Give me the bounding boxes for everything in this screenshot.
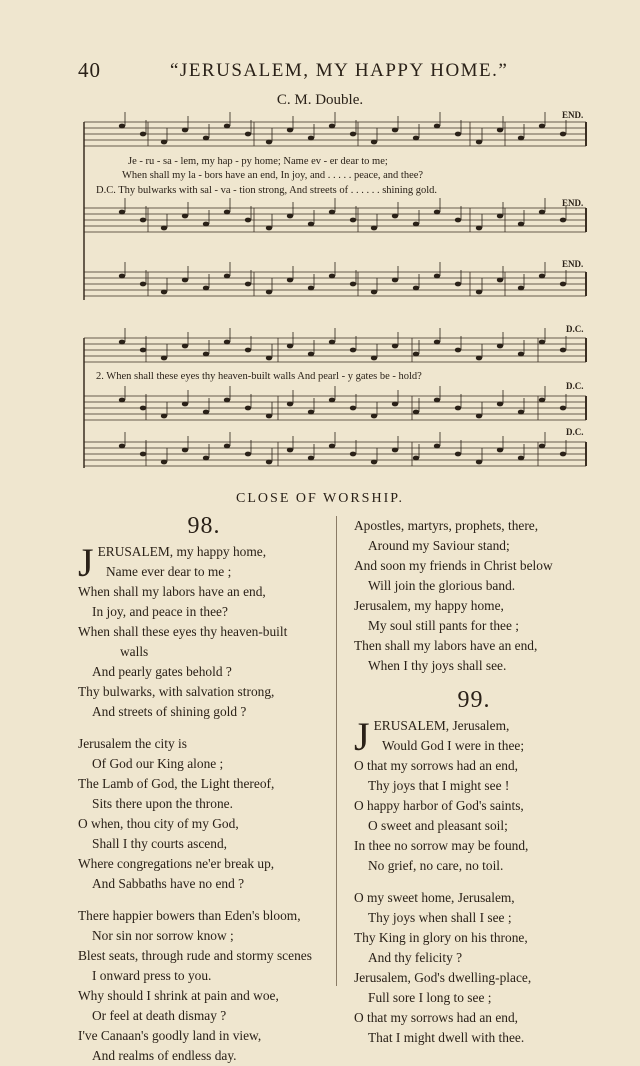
verse-line: walls — [120, 644, 149, 659]
bass-1-note — [224, 274, 230, 279]
alto-1-note — [539, 210, 545, 215]
alto-2-note — [434, 398, 440, 403]
verse-line-text: ERUSALEM, my happy home, — [97, 544, 267, 559]
treble-2-note — [182, 344, 188, 349]
stanza — [354, 716, 594, 876]
treble-2-note — [329, 340, 335, 345]
bass-1-note — [455, 282, 461, 287]
alto-2-note — [161, 414, 167, 419]
bass-2-note — [455, 452, 461, 457]
treble-2-note — [476, 356, 482, 361]
verse-line: Full sore I long to see ; — [368, 990, 492, 1005]
verse-line: The Lamb of God, the Light thereof, — [78, 776, 275, 791]
alto-2-note — [497, 402, 503, 407]
drop-cap: J — [354, 714, 370, 759]
treble-2-note — [140, 348, 146, 353]
treble-1-note — [140, 132, 146, 137]
verse-line: I onward press to you. — [92, 968, 212, 983]
treble-2-note — [203, 352, 209, 357]
treble-1-note — [518, 136, 524, 141]
treble-1-note — [119, 124, 125, 129]
alto-2-note — [119, 398, 125, 403]
alto-1-note — [266, 226, 272, 231]
treble-2-note — [245, 348, 251, 353]
verse-line: O that my sorrows had an end, — [354, 1010, 519, 1025]
bass-2-note — [560, 452, 566, 457]
treble-2-note — [287, 344, 293, 349]
bass-1-note — [371, 290, 377, 295]
bass-2-note — [119, 444, 125, 449]
drop-cap: J — [78, 540, 94, 585]
bass-1-note — [119, 274, 125, 279]
treble-1-note — [413, 136, 419, 141]
bass-2-note — [518, 456, 524, 461]
bass-1-note — [161, 290, 167, 295]
verse-line: There happier bowers than Eden's bloom, — [78, 908, 301, 923]
verse-line: Blest seats, through rude and stormy scenes — [78, 948, 312, 963]
bass-2-note — [434, 444, 440, 449]
alto-2-note — [140, 406, 146, 411]
verse-line: Sits there upon the throne. — [92, 796, 233, 811]
alto-1-note — [203, 222, 209, 227]
bass-2-note — [203, 456, 209, 461]
alto-1-note — [308, 222, 314, 227]
bass-1-note — [518, 286, 524, 291]
lyric-line-3: D.C. Thy bulwarks with sal - va - tion strong, And streets of . . . . . . shining gold. — [96, 185, 438, 196]
alto-1-note — [560, 218, 566, 223]
verse-line: Jerusalem, my happy home, — [354, 598, 504, 613]
treble-2-note — [371, 356, 377, 361]
verse-line: O that my sorrows had an end, — [354, 758, 519, 773]
running-title: “JERUSALEM, MY HAPPY HOME.” — [170, 60, 509, 81]
alto-1-note — [182, 214, 188, 219]
alto-2-note — [350, 406, 356, 411]
bass-1-note — [350, 282, 356, 287]
end-mark-treble: END. — [562, 110, 584, 120]
treble-1-note — [308, 136, 314, 141]
treble-2-note — [560, 348, 566, 353]
alto-1-note — [455, 218, 461, 223]
verse-line: Thy joys that I might see ! — [368, 778, 510, 793]
treble-1-note — [329, 124, 335, 129]
verse-line: My soul still pants for thee ; — [368, 618, 520, 633]
alto-2-note — [455, 406, 461, 411]
bass-1-note — [476, 290, 482, 295]
treble-1-note — [497, 128, 503, 133]
alto-1-note — [224, 210, 230, 215]
alto-1-note — [371, 226, 377, 231]
bass-1-note — [287, 278, 293, 283]
alto-2-note — [476, 414, 482, 419]
dc-mark-bass: D.C. — [566, 427, 584, 437]
verse-line: Will join the glorious band. — [368, 578, 516, 593]
alto-2-note — [203, 410, 209, 415]
bass-1-note — [539, 274, 545, 279]
verse-line: And Sabbaths have no end ? — [92, 876, 245, 891]
treble-1-note — [392, 128, 398, 133]
treble-1-note — [245, 132, 251, 137]
bass-2-note — [140, 452, 146, 457]
verse-line: O sweet and pleasant soil; — [368, 818, 508, 833]
bass-2-note — [182, 448, 188, 453]
lyric-line-1: Je - ru - sa - lem, my hap - py home; Name ev - er dear to me; — [128, 156, 388, 167]
stanza — [78, 734, 330, 894]
end-mark-alto: END. — [562, 198, 584, 208]
bass-2-note — [539, 444, 545, 449]
lyric-line-2: When shall my la - bors have an end, In joy, and . . . . . peace, and thee? — [122, 170, 424, 181]
end-mark-bass: END. — [562, 259, 584, 269]
alto-1-note — [161, 226, 167, 231]
verse-line: Where congregations ne'er break up, — [78, 856, 275, 871]
verse-line: Name ever dear to me ; — [106, 564, 232, 579]
alto-1-note — [350, 218, 356, 223]
bass-1-note — [140, 282, 146, 287]
alto-2-note — [308, 410, 314, 415]
verse-line: And pearly gates behold ? — [92, 664, 232, 679]
verse-line: Jerusalem, God's dwelling-place, — [354, 970, 532, 985]
stanza — [354, 888, 594, 1048]
verse-line: O happy harbor of God's saints, — [354, 798, 524, 813]
verse-line: Around my Saviour stand; — [368, 538, 510, 553]
verse-line: And soon my friends in Christ below — [354, 558, 553, 573]
dc-mark-alto: D.C. — [566, 381, 584, 391]
left-column — [78, 513, 330, 1066]
alto-1-note — [518, 222, 524, 227]
alto-1-note — [434, 210, 440, 215]
verse-line: Nor sin nor sorrow know ; — [92, 928, 234, 943]
alto-2-note — [371, 414, 377, 419]
treble-1-note — [287, 128, 293, 133]
verse-line: Thy joys when shall I see ; — [368, 910, 512, 925]
dc-mark-treble: D.C. — [566, 324, 584, 334]
verse-line: And realms of endless day. — [92, 1048, 237, 1063]
alto-2-note — [266, 414, 272, 419]
stanza — [354, 516, 594, 676]
alto-2-note — [539, 398, 545, 403]
verse-line: When shall these eyes thy heaven-built — [78, 624, 288, 639]
section-title: CLOSE OF WORSHIP. — [236, 491, 404, 506]
alto-2-note — [413, 410, 419, 415]
bass-2-note — [224, 444, 230, 449]
bass-2-note — [476, 460, 482, 465]
treble-1-note — [350, 132, 356, 137]
treble-1-note — [434, 124, 440, 129]
bass-2-note — [413, 456, 419, 461]
verse-line: Jerusalem the city is — [78, 736, 187, 751]
treble-2-note — [539, 340, 545, 345]
alto-1-note — [392, 214, 398, 219]
verse-line: Shall I thy courts ascend, — [92, 836, 227, 851]
verse-line: And thy felicity ? — [368, 950, 463, 965]
treble-1-note — [476, 140, 482, 145]
bass-2-note — [350, 452, 356, 457]
verse-line: Would God I were in thee; — [382, 738, 525, 753]
alto-1-note — [245, 218, 251, 223]
alto-2-note — [518, 410, 524, 415]
alto-1-note — [476, 226, 482, 231]
lyric-line-verse-2: 2. When shall these eyes thy heaven-built walls And pearl - y gates be - hold? — [96, 371, 422, 382]
treble-2-note — [455, 348, 461, 353]
bass-1-note — [434, 274, 440, 279]
treble-2-note — [413, 352, 419, 357]
stanza — [78, 906, 330, 1066]
hymn-number-99: 99. — [457, 687, 491, 713]
tune-meter: C. M. Double. — [276, 92, 364, 108]
treble-1-note — [539, 124, 545, 129]
treble-2-note — [350, 348, 356, 353]
bass-1-note — [308, 286, 314, 291]
bass-2-note — [161, 460, 167, 465]
treble-1-note — [203, 136, 209, 141]
bass-2-note — [308, 456, 314, 461]
page-number: 40 — [78, 58, 101, 82]
alto-1-note — [140, 218, 146, 223]
verse-line: Then shall my labors have an end, — [354, 638, 538, 653]
alto-1-note — [119, 210, 125, 215]
alto-1-note — [413, 222, 419, 227]
bass-2-note — [392, 448, 398, 453]
bass-1-note — [203, 286, 209, 291]
bass-1-note — [413, 286, 419, 291]
column-divider — [336, 516, 337, 986]
treble-1-note — [266, 140, 272, 145]
bass-1-note — [392, 278, 398, 283]
verse-line: When shall my labors have an end, — [78, 584, 266, 599]
alto-1-note — [329, 210, 335, 215]
treble-2-note — [161, 356, 167, 361]
treble-2-note — [518, 352, 524, 357]
verse-line: When I thy joys shall see. — [368, 658, 507, 673]
verse-line: Why should I shrink at pain and woe, — [78, 988, 279, 1003]
treble-2-note — [308, 352, 314, 357]
stanza-gap — [78, 894, 330, 906]
alto-2-note — [329, 398, 335, 403]
treble-2-note — [497, 344, 503, 349]
right-column — [354, 516, 594, 1048]
bass-2-note — [329, 444, 335, 449]
treble-1-note — [182, 128, 188, 133]
stanza-gap — [78, 722, 330, 734]
verse-line: I've Canaan's goodly land in view, — [78, 1028, 262, 1043]
verse-line: O when, thou city of my God, — [78, 816, 239, 831]
treble-1-note — [371, 140, 377, 145]
treble-1-note — [455, 132, 461, 137]
bass-1-note — [266, 290, 272, 295]
bass-2-note — [371, 460, 377, 465]
bass-1-note — [245, 282, 251, 287]
alto-2-note — [560, 406, 566, 411]
verse-line: No grief, no care, no toil. — [368, 858, 504, 873]
verse-line: That I might dwell with thee. — [368, 1030, 525, 1045]
treble-2-note — [266, 356, 272, 361]
stanza-gap — [354, 876, 594, 888]
hymn-number-98: 98. — [187, 513, 221, 539]
verse-line: And streets of shining gold ? — [92, 704, 247, 719]
treble-1-note — [560, 132, 566, 137]
verse-line: In thee no sorrow may be found, — [354, 838, 529, 853]
verse-line: In joy, and peace in thee? — [92, 604, 228, 619]
treble-1-note — [224, 124, 230, 129]
alto-1-note — [287, 214, 293, 219]
alto-2-note — [224, 398, 230, 403]
verse-line-text: ERUSALEM, Jerusalem, — [373, 718, 510, 733]
bass-2-note — [497, 448, 503, 453]
bass-1-note — [560, 282, 566, 287]
verse-line: O my sweet home, Jerusalem, — [354, 890, 515, 905]
alto-2-note — [287, 402, 293, 407]
music-score — [0, 0, 640, 480]
verse-line: Thy bulwarks, with salvation strong, — [78, 684, 275, 699]
treble-1-note — [161, 140, 167, 145]
bass-2-note — [245, 452, 251, 457]
bass-1-note — [497, 278, 503, 283]
bass-2-note — [287, 448, 293, 453]
treble-2-note — [119, 340, 125, 345]
alto-2-note — [245, 406, 251, 411]
alto-2-note — [182, 402, 188, 407]
bass-1-note — [182, 278, 188, 283]
treble-2-note — [224, 340, 230, 345]
verse-line: Thy King in glory on his throne, — [354, 930, 528, 945]
alto-2-note — [392, 402, 398, 407]
bass-1-note — [329, 274, 335, 279]
verse-line: Of God our King alone ; — [92, 756, 224, 771]
alto-1-note — [497, 214, 503, 219]
stanza — [78, 542, 330, 722]
bass-2-note — [266, 460, 272, 465]
treble-2-note — [434, 340, 440, 345]
treble-2-note — [392, 344, 398, 349]
verse-line: Or feel at death dismay ? — [92, 1008, 227, 1023]
verse-line: Apostles, martyrs, prophets, there, — [354, 518, 539, 533]
